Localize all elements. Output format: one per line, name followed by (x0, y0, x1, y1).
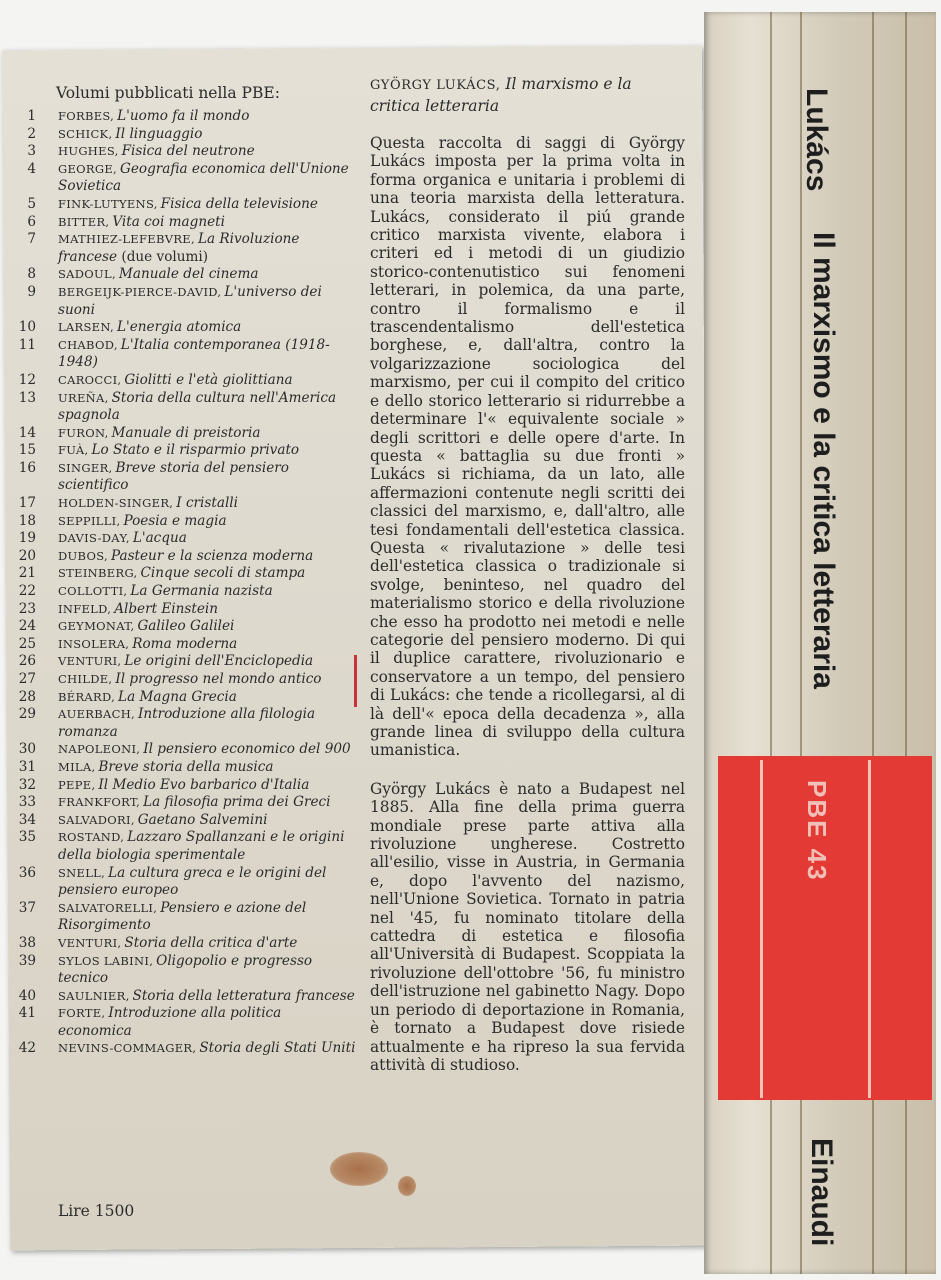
volume-title: La cultura greca e le origini del pensiero europeo (58, 864, 327, 899)
volume-title: Manuale del cinema (118, 266, 259, 283)
volume-title: L'acqua (132, 530, 187, 547)
volume-author: GEORGE, (58, 161, 118, 176)
volume-title: L'Italia contemporanea (1918-1948) (58, 336, 330, 371)
volume-item (14, 706, 359, 741)
volume-author: CHABOD, (58, 337, 118, 352)
volume-item (14, 284, 359, 319)
stain (330, 1152, 388, 1186)
volume-title: Giolitti e l'età giolittiana (124, 371, 293, 388)
volume-title: Introduzione alla filologia romanza (58, 706, 316, 740)
volume-title: Breve storia della musica (98, 758, 274, 775)
volume-number: 41 (18, 1005, 36, 1022)
price: Lire 1500 (58, 1202, 135, 1220)
volume-title: I cristalli (176, 495, 238, 512)
volume-author: FRANKFORT, (58, 795, 141, 810)
volume-author: VENTURI, (58, 654, 122, 669)
volume-title: La Magna Grecia (118, 688, 237, 705)
volume-author: INFELD, (58, 601, 112, 616)
volume-author: MILA, (58, 759, 96, 774)
volume-item (14, 337, 359, 372)
volume-author: SYLOS LABINI, (58, 953, 154, 968)
volume-title: Vita coi magneti (112, 213, 225, 230)
volume-author: HUGHES, (58, 144, 119, 159)
volume-item (14, 214, 359, 232)
volume-author: MATHIEZ-LEFEBVRE, (58, 232, 195, 247)
volume-item (14, 319, 359, 337)
volume-number: 11 (18, 336, 36, 353)
volume-author: SINGER, (58, 460, 113, 475)
volume-title: Roma moderna (132, 635, 238, 652)
volume-item (14, 565, 359, 583)
volume-item (14, 513, 359, 531)
volume-number: 37 (18, 899, 36, 916)
volume-item (14, 865, 359, 900)
volume-number: 16 (18, 459, 36, 476)
volume-item (14, 231, 359, 266)
volume-item (14, 425, 359, 443)
volume-item (14, 759, 359, 777)
volume-title: La Rivoluzione francese (58, 231, 300, 265)
volume-item (14, 126, 359, 144)
volume-number: 24 (18, 618, 36, 635)
volume-number: 7 (27, 231, 36, 248)
volume-title: La Germania nazista (130, 583, 273, 600)
volume-number: 25 (18, 635, 36, 652)
volume-number: 30 (18, 741, 36, 758)
volume-number: 5 (27, 195, 36, 212)
spine-author: Lukács (800, 88, 833, 192)
volume-title: Oligopolio e progresso tecnico (58, 952, 313, 987)
volume-author: SCHICK, (58, 126, 113, 141)
book-title: Il marxismo e la critica letteraria (370, 75, 632, 115)
volume-title: Il progresso nel mondo antico (115, 671, 322, 687)
volume-item (14, 777, 359, 795)
volume-number: 9 (27, 283, 36, 300)
volume-number: 34 (18, 811, 36, 828)
volume-number: 6 (27, 213, 36, 230)
volume-author: ROSTAND, (58, 830, 125, 845)
author-bio: György Lukács è nato a Budapest nel 1885. Alla fine della prima guerra mondiale prese parte attiva alla rivoluzione ungherese. Costretto all'esilio, visse in Austria, in Germania e, dopo l'avvento del nazismo, nell'Unione Sovietica. Tornato in patria nel '45, fu nominato titolare della cattedra di estetica e filosofia all'Università di Budapest. Scoppiata la rivoluzione dell'ottobre '56, fu ministro dell'istruzione nel gabinetto Nagy. Dopo un periodo di deportazione in Romania, è tornato a Budapest dove risiede attualmente e ha ripreso la sua fervida attività di studioso. (370, 779, 685, 1074)
volume-item (14, 161, 359, 196)
volume-author: CAROCCI, (58, 372, 122, 387)
volume-number: 28 (18, 688, 36, 705)
volume-item (14, 1005, 359, 1040)
volume-item (14, 196, 359, 214)
volume-item (14, 794, 359, 812)
volume-item (14, 495, 359, 513)
volume-author: DAVIS-DAY, (58, 531, 130, 546)
volume-author: AUERBACH, (58, 707, 135, 722)
spine-title: Il marxismo e la critica letteraria (807, 232, 840, 689)
volume-author: FINK-LUTYENS, (58, 196, 158, 211)
volume-item (14, 530, 359, 548)
volume-number: 23 (18, 600, 36, 617)
volume-title: L'energia atomica (116, 319, 242, 336)
volume-number: 13 (18, 389, 36, 406)
volume-author: DUBOS, (58, 548, 108, 563)
volume-title: L'uomo fa il mondo (117, 108, 250, 124)
volume-item (14, 988, 359, 1006)
volume-number: 32 (18, 776, 36, 793)
volume-item (14, 829, 359, 864)
spine-publisher: Einaudi (805, 1138, 838, 1247)
volume-author: FURON, (58, 425, 109, 440)
volume-number: 21 (18, 565, 36, 582)
volume-title: Galileo Galilei (137, 618, 235, 635)
volume-number: 12 (18, 371, 36, 388)
book-author: GYÖRGY LUKÁCS, (370, 78, 501, 93)
volume-item (14, 266, 359, 284)
volume-title: Cinque secoli di stampa (140, 565, 306, 582)
stain (398, 1176, 416, 1196)
volume-author: FORTE, (58, 1006, 106, 1021)
volume-number: 35 (18, 829, 36, 846)
volume-number: 3 (27, 143, 36, 160)
volume-number: 31 (18, 758, 36, 775)
volume-title: Lazzaro Spallanzani e le origini della biologia sperimentale (58, 829, 345, 863)
volume-item (14, 1040, 359, 1058)
volume-number: 20 (18, 547, 36, 564)
volume-author: FORBES, (58, 109, 115, 123)
spine-series: PBE 43 (802, 780, 832, 882)
volume-number: 4 (27, 160, 36, 177)
volume-number: 8 (27, 266, 36, 283)
volume-title: Manuale di preistoria (111, 424, 261, 441)
volume-author: BÉRARD, (58, 689, 116, 704)
volume-author: UREÑA, (58, 390, 109, 405)
volume-item (14, 601, 359, 619)
volume-number: 19 (18, 530, 36, 547)
volume-author: BITTER, (58, 214, 110, 229)
volume-author: STEINBERG, (58, 566, 138, 581)
volume-item (14, 618, 359, 636)
volume-number: 38 (18, 934, 36, 951)
volume-author: GEYMONAT, (58, 619, 135, 634)
volume-title: Geografia economica dell'Unione Sovietica (58, 160, 349, 195)
volume-item (14, 953, 359, 988)
volume-title: Il pensiero economico del 900 (143, 741, 351, 758)
volumes-header: Volumi pubblicati nella PBE: (56, 84, 280, 102)
volume-number: 18 (18, 512, 36, 529)
volume-item (14, 671, 359, 689)
volume-author: SAULNIER, (58, 988, 130, 1003)
volume-author: LARSEN, (58, 320, 114, 335)
volume-item (14, 108, 359, 126)
volume-number: 15 (18, 442, 36, 459)
volume-item (14, 900, 359, 935)
volume-author: SEPPILLI, (58, 513, 121, 528)
volume-number: 22 (18, 583, 36, 600)
volume-title: Breve storia del pensiero scientifico (58, 459, 289, 494)
volume-item (14, 390, 359, 425)
volume-item (14, 143, 359, 161)
volume-title: Pensiero e azione del Risorgimento (58, 899, 307, 934)
volume-author: HOLDEN-SINGER, (58, 496, 174, 511)
volume-title: Storia degli Stati Uniti (199, 1040, 356, 1057)
main-column (370, 74, 685, 1074)
volume-number: 14 (18, 424, 36, 441)
volume-title: Storia della critica d'arte (124, 934, 298, 951)
volume-author: SALVADORI, (58, 812, 135, 827)
volume-author: SALVATORELLI, (58, 900, 158, 915)
volume-title: Le origini dell'Enciclopedia (124, 653, 314, 670)
volume-title: Fisica del neutrone (121, 143, 255, 160)
volume-author: BERGEIJK-PIERCE-DAVID, (58, 284, 222, 299)
volume-author: INSOLERA, (58, 636, 130, 651)
volume-item (14, 812, 359, 830)
volume-title: La filosofia prima dei Greci (143, 794, 331, 811)
volume-extra: (due volumi) (117, 248, 209, 265)
book-description: Questa raccolta di saggi di György Lukács imposta per la prima volta in forma organica e unitaria i problemi di una teoria marxista della letteratura. Lukács, considerato il piú grande critico marxista vivente, elabora i criteri ed i metodi di un giudizio storico-contenutistico sui fenomeni letterari, in polemica, da una parte, contro il formalismo e il trascendentalismo dell'estetica borghese, e, dall'altra, contro la volgarizzazione sociologica del marxismo, per cui il compito del critico e dello storico letterario si ridurrebbe a determinare l'« equivalente sociale » degli scrittori e delle opere d'arte. In questa « battaglia su due fronti » Lukács si richiama, da un lato, alle affermazioni contenute negli scritti dei classici del marxismo, e, dall'altro, alle tesi fondamentali dell'estetica classica. Questa « rivalutazione » delle tesi dell'estetica classica o tradizionale si svolge, beninteso, nel quadro del materialismo storico e della rivoluzione che esso ha prodotto nei metodi e nelle categorie del pensiero moderno. Di qui il duplice carattere, rivoluzionario e conservatore a un tempo, del pensiero di Lukács: che tende a ricollegarsi, al di là dell'« epoca della decadenza », alla grande linea di sviluppo della cultura umanistica. (370, 134, 685, 760)
volume-number: 40 (18, 987, 36, 1004)
volume-item (14, 442, 359, 460)
volume-item (14, 460, 359, 495)
volume-number: 36 (18, 864, 36, 881)
volume-author: NAPOLEONI, (58, 742, 141, 757)
volume-title: L'universo dei suoni (58, 283, 322, 318)
volume-author: FUÀ, (58, 443, 89, 458)
volume-author: PEPE, (58, 777, 96, 792)
volume-number: 39 (18, 952, 36, 969)
volume-title: Gaetano Salvemini (137, 811, 268, 828)
volume-number: 1 (27, 108, 36, 124)
volume-item (14, 372, 359, 390)
volume-item (14, 653, 359, 671)
volume-title: Storia della cultura nell'America spagnola (58, 389, 337, 424)
volume-author: SNELL, (58, 865, 106, 880)
volume-number: 2 (27, 125, 36, 142)
volume-number: 33 (18, 794, 36, 811)
volume-title: Poesia e magia (123, 512, 227, 529)
volume-item (14, 935, 359, 953)
volume-title: Introduzione alla politica economica (58, 1005, 282, 1039)
volumes-list (14, 108, 359, 1058)
volume-item (14, 741, 359, 759)
volume-author: SADOUL, (58, 267, 116, 282)
spine-crack (868, 760, 871, 1098)
volume-title: Albert Einstein (114, 600, 218, 617)
volume-author: NEVINS-COMMAGER, (58, 1041, 197, 1056)
volume-number: 42 (18, 1040, 36, 1057)
volume-number: 10 (18, 319, 36, 336)
volume-number: 29 (18, 706, 36, 723)
volume-number: 27 (18, 671, 36, 687)
volume-item (14, 548, 359, 566)
volume-item (14, 636, 359, 654)
volume-number: 26 (18, 653, 36, 670)
volume-author: CHILDE, (58, 672, 113, 686)
volume-title: Pasteur e la scienza moderna (110, 547, 314, 564)
volume-title: Il Medio Evo barbarico d'Italia (98, 776, 310, 793)
volume-title: Fisica della televisione (160, 195, 318, 212)
volume-title: Lo Stato e il risparmio privato (91, 442, 300, 459)
volume-item (14, 583, 359, 601)
volume-title: Storia della letteratura francese (132, 987, 355, 1004)
volume-title: Il linguaggio (115, 125, 203, 142)
volume-author: COLLOTTI, (58, 584, 128, 599)
volume-author: VENTURI, (58, 935, 122, 950)
spine-crack (760, 760, 763, 1098)
volume-item (14, 689, 359, 707)
book-heading (370, 74, 685, 116)
volume-number: 17 (18, 495, 36, 512)
